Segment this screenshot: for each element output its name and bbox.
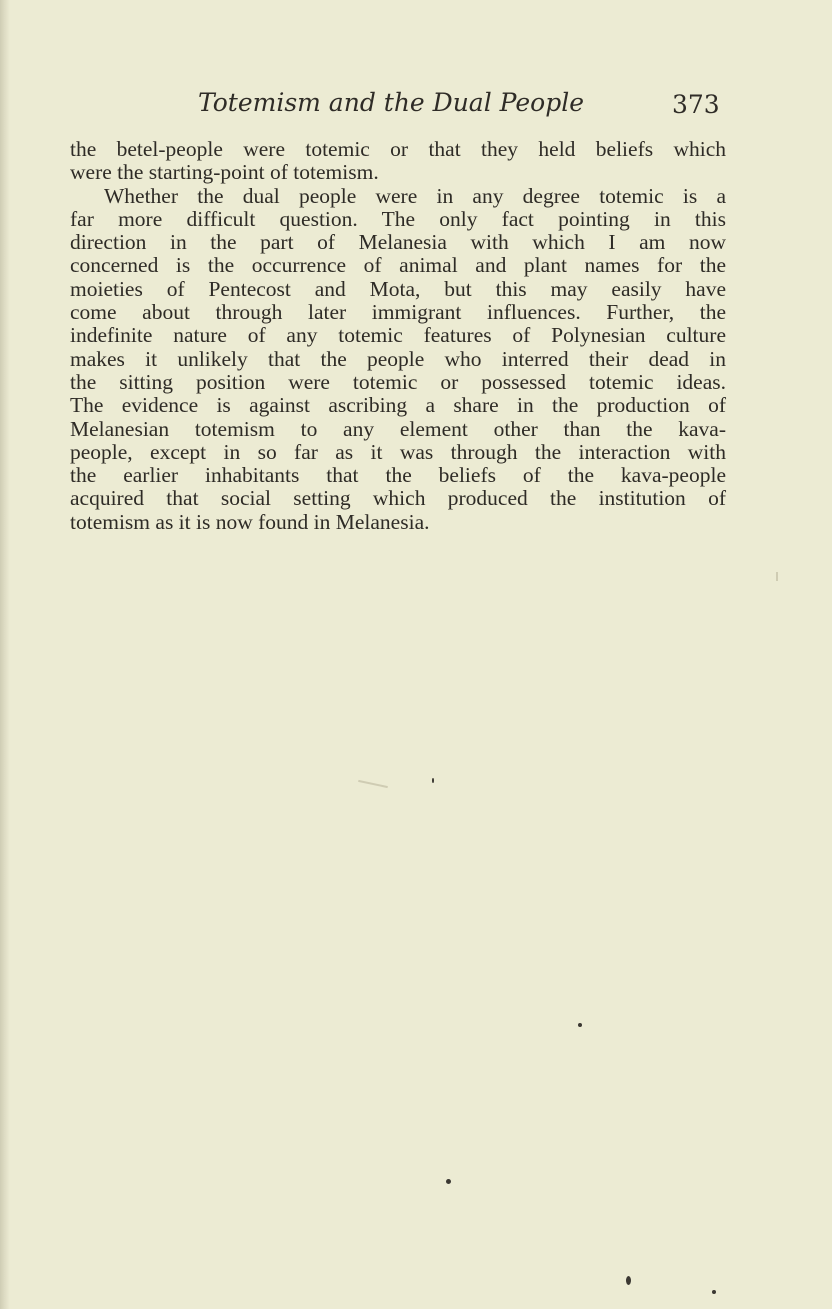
text-line: moieties of Pentecost and Mota, but this may easily have bbox=[70, 276, 726, 301]
text-line: direction in the part of Melanesia with which I am now bbox=[70, 230, 726, 255]
paper-smudge bbox=[358, 780, 388, 788]
text-line: people, except in so far as it was through the interaction with bbox=[70, 439, 726, 464]
paper-speck bbox=[712, 1290, 716, 1294]
text-line: Whether the dual people were in any degree totemic is a bbox=[104, 183, 726, 208]
page-gutter-shadow bbox=[0, 0, 10, 1309]
text-line: far more difficult question. The only fact pointing in this bbox=[70, 206, 726, 231]
text-line: come about through later immigrant influences. Further, the bbox=[70, 300, 726, 325]
paper-smudge bbox=[776, 572, 778, 581]
page-number: 373 bbox=[672, 90, 720, 119]
text-line: were the starting-point of totemism. bbox=[70, 160, 379, 185]
paper-speck bbox=[446, 1179, 451, 1184]
running-title: Totemism and the Dual People bbox=[198, 88, 584, 117]
text-line: The evidence is against ascribing a share in the production of bbox=[70, 393, 726, 418]
text-line: the sitting position were totemic or possessed totemic ideas. bbox=[70, 369, 726, 394]
text-line: acquired that social setting which produced the institution of bbox=[70, 486, 726, 511]
text-line: indefinite nature of any totemic features of Polynesian culture bbox=[70, 323, 726, 348]
text-line: makes it unlikely that the people who interred their dead in bbox=[70, 346, 726, 371]
body-text bbox=[70, 138, 726, 534]
text-line: the earlier inhabitants that the beliefs of the kava-people bbox=[70, 463, 726, 488]
text-line: the betel-people were totemic or that they held beliefs which bbox=[70, 137, 726, 161]
text-line: Melanesian totemism to any element other than the kava- bbox=[70, 416, 726, 441]
paper-speck bbox=[432, 778, 434, 783]
text-line: totemism as it is now found in Melanesia. bbox=[70, 509, 430, 534]
paper-speck bbox=[626, 1276, 631, 1285]
text-line: concerned is the occurrence of animal and plant names for the bbox=[70, 253, 726, 278]
paper-speck bbox=[578, 1023, 582, 1027]
page-header bbox=[0, 88, 832, 128]
